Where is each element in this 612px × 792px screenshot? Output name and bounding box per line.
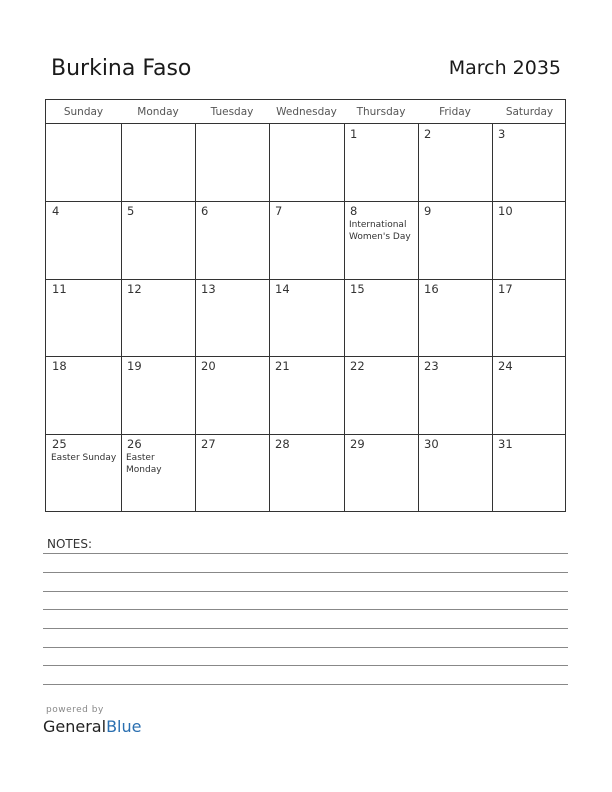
month-year-title: March 2035 [448,57,561,79]
weekday-header-1: Monday [137,106,179,118]
day-cell [269,201,344,279]
country-title: Burkina Faso [51,56,192,81]
day-number: 29 [350,437,365,451]
note-line [43,628,568,629]
note-line [43,553,568,554]
day-cell [121,356,195,434]
day-number: 21 [275,359,290,373]
note-line [43,647,568,648]
day-number: 24 [498,359,513,373]
day-cell [269,279,344,356]
day-number: 10 [498,204,513,218]
day-cell [418,201,492,279]
day-cell [492,201,567,279]
weekday-header-5: Friday [439,106,471,118]
day-cell [344,356,418,434]
day-number: 28 [275,437,290,451]
day-cell [269,124,344,201]
weekday-header-6: Saturday [505,106,554,118]
notes-label: NOTES: [47,537,92,551]
day-number: 7 [275,204,283,218]
day-cell [418,356,492,434]
day-cell [195,201,269,279]
weekday-header-row [46,100,565,124]
note-line [43,572,568,573]
day-cell [46,434,121,511]
day-cell [46,279,121,356]
note-line [43,591,568,592]
day-cell [344,279,418,356]
day-number: 18 [52,359,67,373]
day-number: 23 [424,359,439,373]
day-number: 13 [201,282,216,296]
day-cell [195,356,269,434]
holiday-label: Easter Sunday [51,453,117,463]
day-number: 17 [498,282,513,296]
day-number: 11 [52,282,67,296]
day-cell [121,124,195,201]
day-cell [492,124,567,201]
day-number: 6 [201,204,209,218]
day-number: 16 [424,282,439,296]
weekday-header-2: Tuesday [210,106,254,118]
day-cell [492,279,567,356]
day-cell [269,356,344,434]
weekday-header-3: Wednesday [276,106,337,118]
day-number: 20 [201,359,216,373]
day-number: 12 [127,282,142,296]
day-number: 8 [350,204,358,218]
day-cell [269,434,344,511]
day-number: 31 [498,437,513,451]
day-number: 19 [127,359,142,373]
day-cell [121,434,195,511]
day-cell [46,356,121,434]
holiday-label: Easter Monday [126,453,162,475]
brand-general: General [43,717,107,736]
day-cell [344,434,418,511]
day-cell [492,434,567,511]
day-number: 1 [350,127,358,141]
day-number: 22 [350,359,365,373]
day-cell [195,124,269,201]
generalblue-logo [43,717,141,736]
day-number: 5 [127,204,135,218]
weekday-header-0: Sunday [63,106,104,118]
day-cell [492,356,567,434]
day-number: 27 [201,437,216,451]
powered-by-text: powered by [46,705,104,715]
day-number: 25 [52,437,67,451]
day-cell [46,124,121,201]
day-number: 30 [424,437,439,451]
note-line [43,609,568,610]
day-number: 2 [424,127,432,141]
day-number: 26 [127,437,142,451]
day-cell [418,434,492,511]
day-number: 9 [424,204,432,218]
calendar-grid [45,99,566,512]
day-cell [195,434,269,511]
weekday-header-4: Thursday [356,106,406,118]
day-number: 15 [350,282,365,296]
day-cell [418,279,492,356]
day-number: 14 [275,282,290,296]
day-number: 3 [498,127,506,141]
holiday-label: International Women's Day [349,220,411,242]
day-cell [418,124,492,201]
note-line [43,684,568,685]
day-cell [344,201,418,279]
day-cell [46,201,121,279]
day-cell [121,279,195,356]
day-cell [344,124,418,201]
day-cell [121,201,195,279]
brand-blue: Blue [106,717,142,736]
day-cell [195,279,269,356]
note-line [43,665,568,666]
day-number: 4 [52,204,60,218]
